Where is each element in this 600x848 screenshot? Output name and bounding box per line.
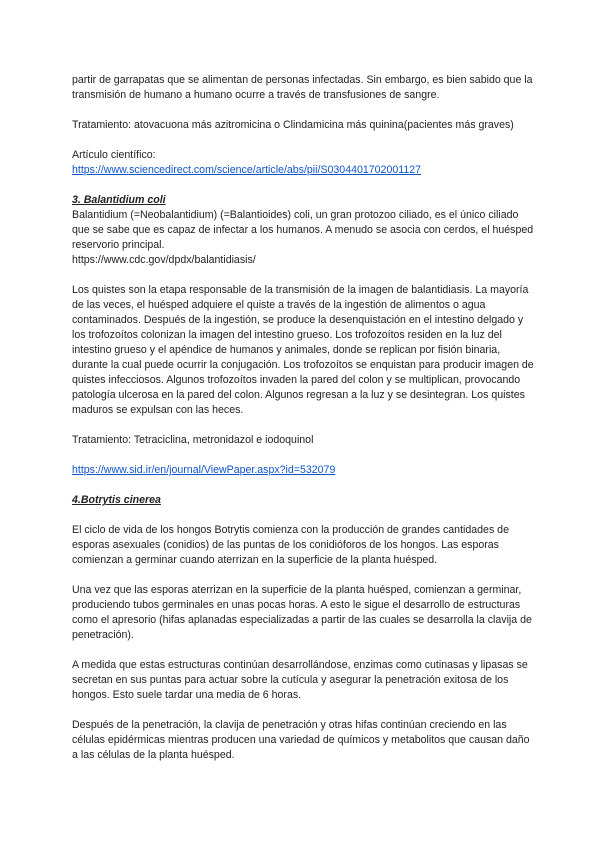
section-3-intro: Balantidium (=Neobalantidium) (=Balantioides) coli, un gran protozoo ciliado, es el único ciliado que se sabe que es capaz de infectar a los humanos. A menudo se asocia con cerdos, el huésped reservorio principal. bbox=[72, 209, 534, 251]
section-3-lifecycle: Los quistes son la etapa responsable de la transmisión de la imagen de balantidiasis. La mayoría de las veces, el huésped adquiere el quiste a través de la ingestión de alimentos o agua contaminados. Después de la ingestión, se produce la desenquistación en el intestino delgado y los trofozoítos colonizan la imagen del intestino grueso. Los trofozoítos residen en la luz del intestino grueso y el apéndice de humanos y animales, donde se replican por fisión binaria, durante la cual puede ocurrir la conjugación. Los trofozoítos se enquistan para producir imagen de quistes infecciosos. Algunos trofozoítos invaden la pared del colon y se multiplican, provocando patología ulcerosa en la pared del colon. Algunos regresan a la luz y se desintegran. Los quistes maduros se expulsan con las heces. bbox=[72, 284, 534, 416]
section-4-paragraph-4: Después de la penetración, la clavija de penetración y otras hifas continúan creciendo en las células epidérmicas mientras producen una variedad de químicos y metabolitos que causan daño a las células de la planta huésped. bbox=[72, 719, 530, 761]
intro-paragraph: partir de garrapatas que se alimentan de personas infectadas. Sin embargo, es bien sabido que la transmisión de humano a humano ocurre a través de transfusiones de sangre. bbox=[72, 74, 533, 101]
article-link[interactable]: https://www.sciencedirect.com/science/article/abs/pii/S0304401702001127 bbox=[72, 164, 422, 176]
section-4-paragraph-1: El ciclo de vida de los hongos Botrytis comienza con la producción de grandes cantidades de esporas asexuales (conidios) de las puntas de los conidióforos de los hongos. Las esporas comienzan a germinar cuando aterrizan en la superficie de la planta huésped. bbox=[72, 524, 509, 566]
document-body bbox=[72, 73, 534, 763]
section-4-paragraph-2: Una vez que las esporas aterrizan en la superficie de la planta huésped, comienzan a germinar, produciendo tubos germinales en unas pocas horas. A esto le sigue el desarrollo de estructuras como el apresorio (hifas aplanadas especializadas a partir de las cuales se desarrolla la clavija de penetración). bbox=[72, 584, 532, 641]
section-3-heading: 3. Balantidium coli bbox=[72, 194, 166, 206]
section-3-treatment: Tratamiento: Tetraciclina, metronidazol e iodoquinol bbox=[72, 434, 314, 446]
section-4-paragraph-3: A medida que estas estructuras continúan desarrollándose, enzimas como cutinasas y lipasas se secretan en sus puntas para actuar sobre la cutícula y asegurar la penetración exitosa de los hongos. Esto suele tardar una media de 6 horas. bbox=[72, 659, 528, 701]
article-label: Artículo científico: bbox=[72, 149, 156, 161]
section-3-link[interactable]: https://www.sid.ir/en/journal/ViewPaper.aspx?id=532079 bbox=[72, 464, 336, 476]
section-4-heading: 4.Botrytis cinerea bbox=[72, 494, 161, 506]
intro-treatment: Tratamiento: atovacuona más azitromicina o Clindamicina más quinina(pacientes más graves) bbox=[72, 119, 514, 131]
section-3-source: https://www.cdc.gov/dpdx/balantidiasis/ bbox=[72, 254, 256, 266]
